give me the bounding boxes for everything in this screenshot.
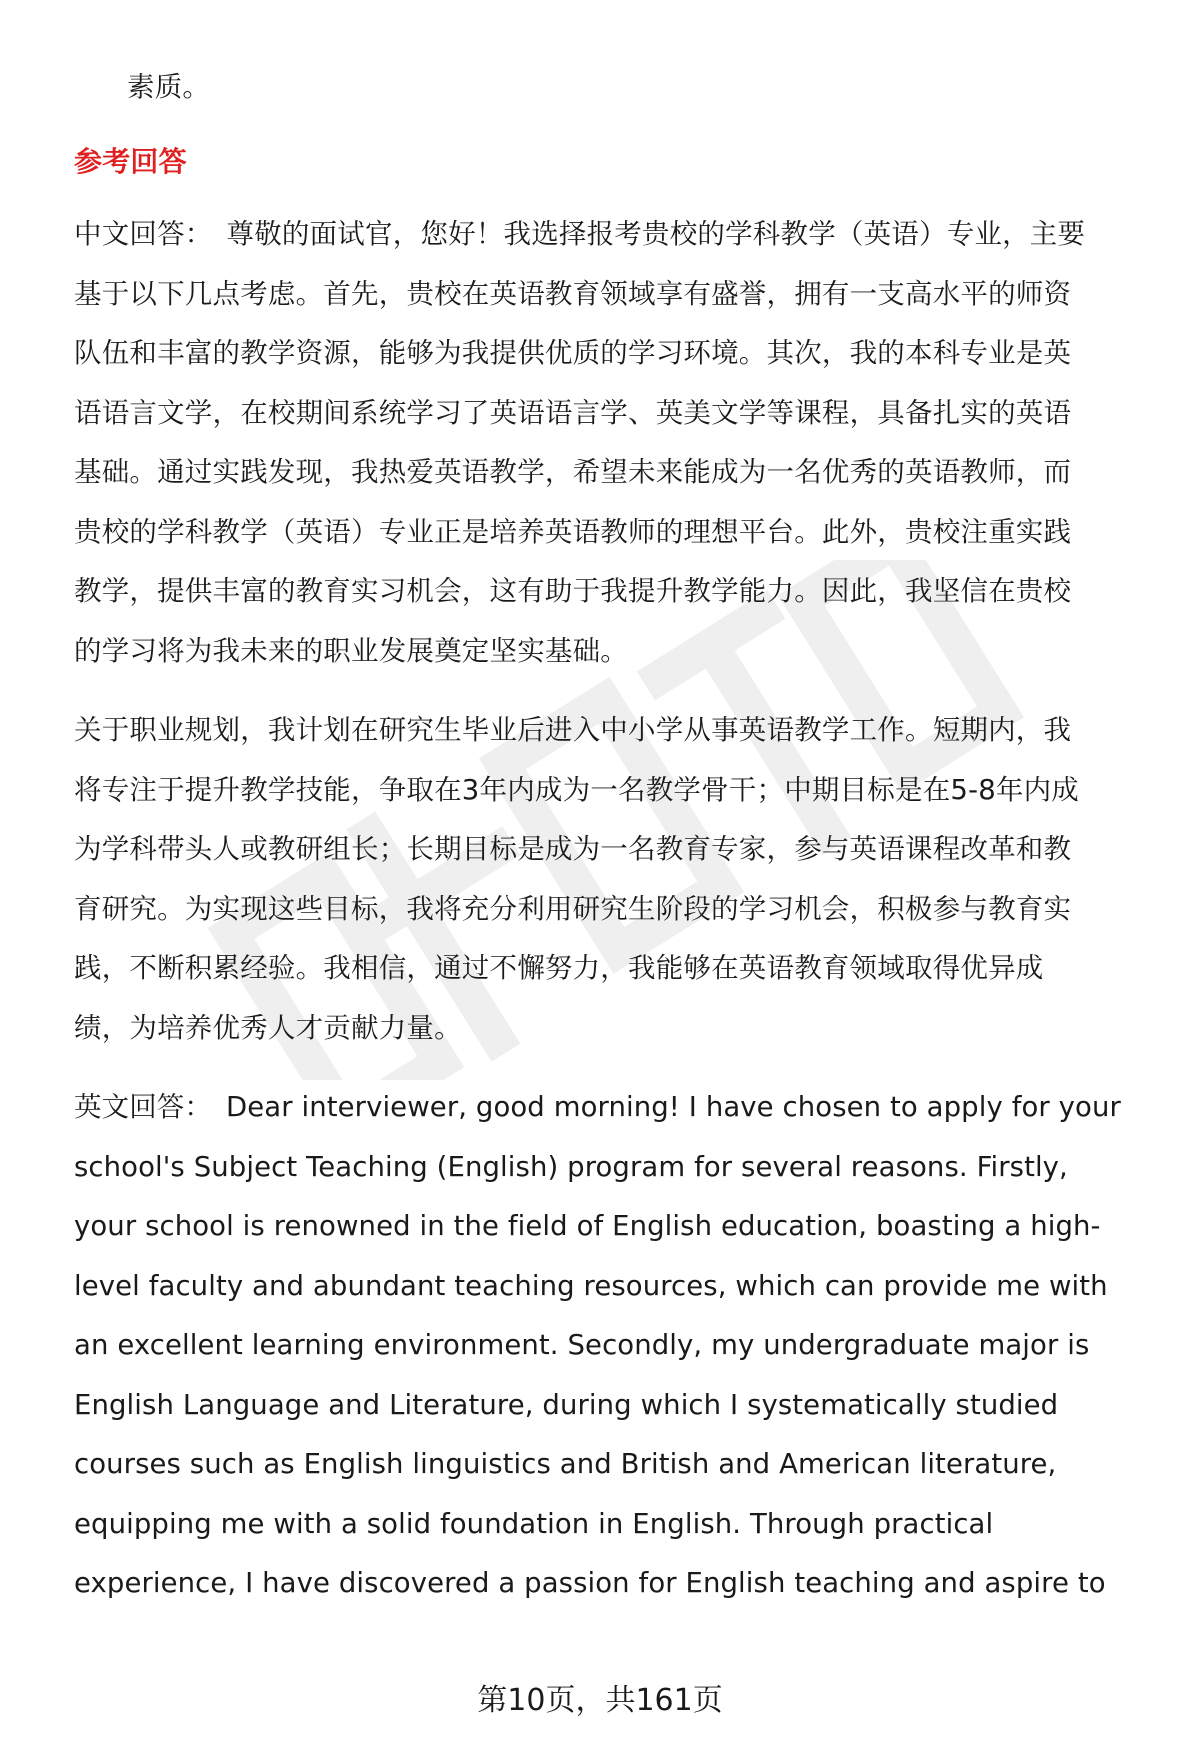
paragraph-line: 践，不断积累经验。我相信，通过不懈努力，我能够在英语教育领域取得优异成 [74,952,1044,984]
section-heading: 参考回答 [74,144,187,178]
chinese-answer-paragraph-1 [74,205,1154,681]
paragraph-line: 将专注于提升教学技能，争取在3年内成为一名教学骨干；中期目标是在5-8年内成 [74,773,1080,806]
line-text: Dear interviewer, good morning! I have chosen to apply for your [226,1091,1121,1123]
paragraph-line: experience, I have discovered a passion for English teaching and aspire to [74,1567,1106,1599]
chinese-answer-label: 中文回答： [74,218,213,250]
paragraph-line: 基于以下几点考虑。首先，贵校在英语教育领域享有盛誉，拥有一支高水平的师资 [74,277,1072,310]
paragraph-line: an excellent learning environment. Secondly, my undergraduate major is [74,1329,1090,1361]
document-body [74,58,1154,1614]
paragraph-line: 的学习将为我未来的职业发展奠定坚实基础。 [74,634,628,667]
paragraph-line: your school is renowned in the field of English education, boasting a high- [74,1210,1101,1242]
paragraph-line: level faculty and abundant teaching resources, which can provide me with [74,1269,1108,1302]
paragraph-line [74,205,1154,265]
paragraph-gap [74,681,1154,701]
page-number-footer: 第10页，共161页 [477,1683,723,1718]
chinese-answer-paragraph-2 [74,701,1154,1058]
paragraph-line: school's Subject Teaching (English) program for several reasons. Firstly, [74,1150,1068,1183]
english-answer-label: 英文回答： [74,1091,212,1123]
paragraph-line: 育研究。为实现这些目标，我将充分利用研究生阶段的学习机会，积极参与教育实 [74,892,1072,925]
english-answer-paragraph [74,1078,1154,1614]
paragraph-line: 绩，为培养优秀人才贡献力量。 [74,1011,462,1044]
paragraph-line: English Language and Literature, during which I systematically studied [74,1388,1059,1421]
paragraph-line: 教学，提供丰富的教育实习机会，这有助于我提升教学能力。因此，我坚信在贵校 [74,575,1072,607]
paragraph-line [74,1078,1154,1138]
paragraph-line: 语语言文学，在校期间系统学习了英语语言学、英美文学等课程，具备扎实的英语 [74,396,1072,429]
paragraph-line: 贵校的学科教学（英语）专业正是培养英语教师的理想平台。此外，贵校注重实践 [74,515,1072,548]
line-text: 尊敬的面试官，您好！我选择报考贵校的学科教学（英语）专业，主要 [226,218,1086,250]
paragraph-line: 基础。通过实践发现，我热爱英语教学，希望未来能成为一名优秀的英语教师，而 [74,456,1072,488]
paragraph-line: courses such as English linguistics and British and American literature, [74,1448,1057,1480]
paragraph-line: 队伍和丰富的教学资源，能够为我提供优质的学习环境。其次，我的本科专业是英 [74,337,1072,369]
paragraph-line: 关于职业规划，我计划在研究生毕业后进入中小学从事英语教学工作。短期内，我 [74,714,1072,746]
paragraph-line: equipping me with a solid foundation in English. Through practical [74,1507,994,1540]
paragraph-line: 为学科带头人或教研组长；长期目标是成为一名教育专家，参与英语课程改革和教 [74,833,1072,865]
intro-fragment: 素质。 [127,71,211,103]
paragraph-gap [74,1058,1154,1078]
